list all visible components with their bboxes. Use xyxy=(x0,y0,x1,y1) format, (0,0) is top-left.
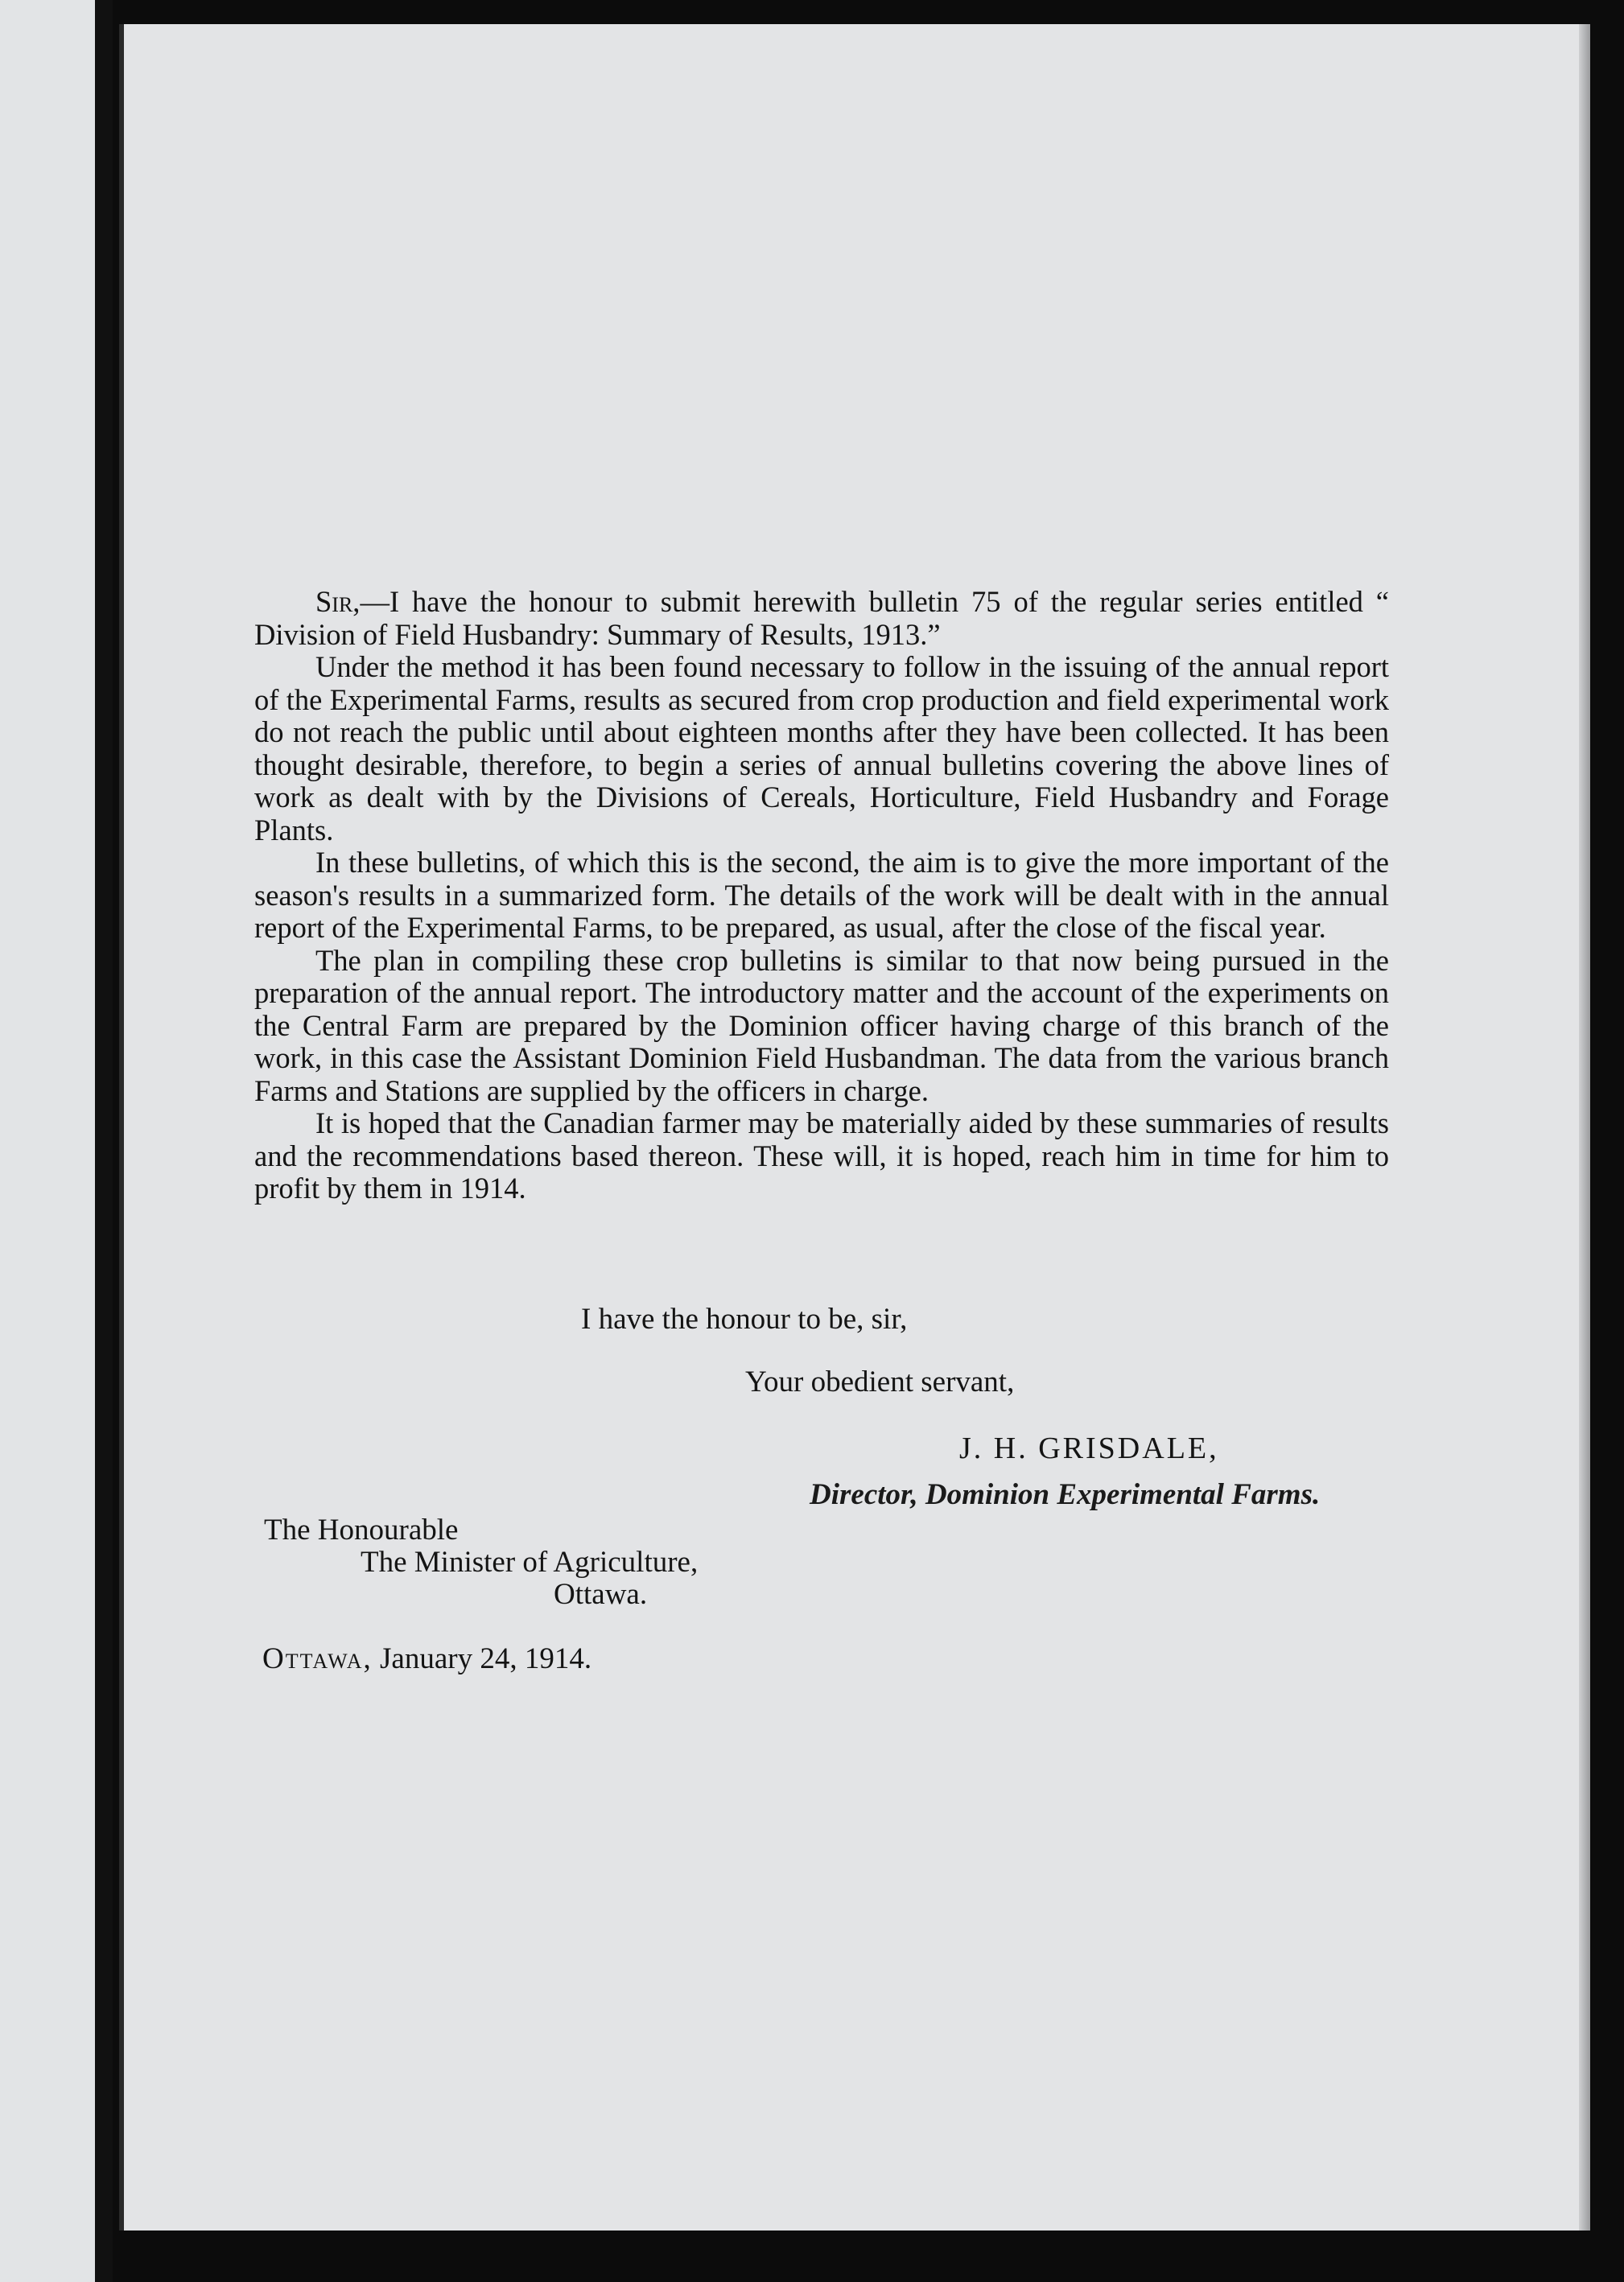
page-right-edge xyxy=(1579,24,1590,2231)
letter-paragraph xyxy=(254,586,1389,651)
date-city: Ottawa, xyxy=(262,1642,373,1675)
recipient-line: The Honourable xyxy=(264,1514,459,1547)
letter-body xyxy=(254,586,1389,1205)
recipient-line: Ottawa. xyxy=(554,1578,648,1611)
date-line xyxy=(262,1641,591,1676)
letter-paragraph: Under the method it has been found necessary to follow in the issuing of the annual report of the Experimental Farms, results as secured from crop production and field experimental work do not reach the public until about eighteen months after they have been collected. It has been thought desirable, therefore, to begin a series of annual bulletins covering the above lines of work as dealt with by the Divisions of Cereals, Horticulture, Field Husbandry and Forage Plants. xyxy=(254,650,1389,846)
signatory-name: J. H. GRISDALE, xyxy=(959,1431,1219,1465)
closing-line: Your obedient servant, xyxy=(745,1365,1015,1398)
letter-paragraph: In these bulletins, of which this is the second, the aim is to give the more important of the season's results in a summarized form. The details of the work will be dealt with in the annual report of the Experimental Farms, to be prepared, as usual, after the close of the fiscal year. xyxy=(254,846,1389,944)
signatory-title: Director, Dominion Experimental Farms. xyxy=(810,1478,1321,1511)
scan-left-margin xyxy=(0,0,105,2282)
paragraph-text: —I have the honour to submit herewith bulletin 75 of the regular series entitled “ Division of Field Husbandry: Summary of Results, 1913.” xyxy=(254,585,1389,651)
date-value: January 24, 1914. xyxy=(380,1642,592,1675)
letter-paragraph: It is hoped that the Canadian farmer may be materially aided by these summaries of results and the recommendations based thereon. These will, it is hoped, reach him in time for him to profit by them in 1914. xyxy=(254,1106,1389,1205)
letter-paragraph: The plan in compiling these crop bulletins is similar to that now being pursued in the preparation of the annual report. The introductory matter and the account of the experiments on the Central Farm are prepared by the Dominion officer having charge of this branch of the work, in this case the Assistant Dominion Field Husbandman. The data from the various branch Farms and Stations are supplied by the officers in charge. xyxy=(254,943,1389,1107)
salutation: Sir, xyxy=(315,585,361,618)
closing-line: I have the honour to be, sir, xyxy=(581,1303,908,1336)
scan-binding-shadow xyxy=(95,0,113,2282)
recipient-line: The Minister of Agriculture, xyxy=(361,1546,699,1579)
